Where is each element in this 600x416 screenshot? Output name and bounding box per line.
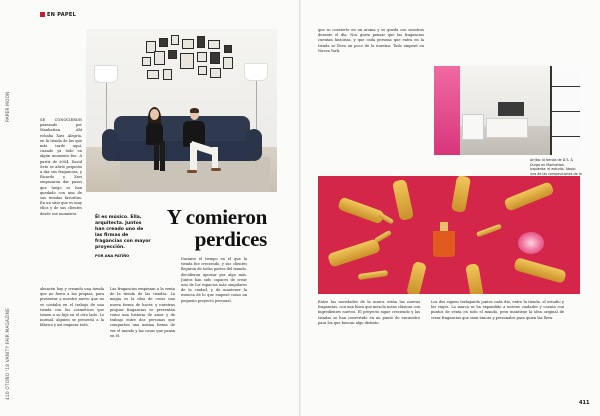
- man-hair: [190, 108, 199, 113]
- article-title: Y comieron perdices: [166, 205, 267, 251]
- floor-lamp-left: [94, 65, 118, 83]
- spread-gutter: [299, 0, 301, 416]
- art-frame: [154, 51, 165, 65]
- art-frame: [198, 66, 207, 75]
- body-column: Los dos siguen trabajando juntos cada día, entre la tienda, el estudio y los viajes. La marca se ha expandido a nuevas ciudades y cuenta con puntos de venta en todo el mundo, pero mantiene la idea original de crear fragancias que sean únicas y personales para quien las lleva.: [431, 300, 564, 320]
- gold-hand: [392, 179, 414, 221]
- art-frame: [197, 36, 205, 48]
- perfume-bottle: [433, 231, 455, 257]
- body-column: Durante el tiempo en el que la tienda fue creciendo, y sus clientes llegaron de todas partes del mundo, decidieron apostar por algo más. Juntos han sido capaces de crear uno de los espacios más singulares de la ciudad, y de mantener la esencia de lo que empezó como un pequeño proyecto personal.: [181, 257, 247, 303]
- art-frame: [208, 40, 220, 49]
- intro-body: SE CONOCIERON paseando por Manhattan. Ahí echaba Xavi Alegría, en la tienda de las que más tarde aquí, cuando ya todo en algún momento fue. A partir de 2004, David Seto se abrió pequeño a dar sus fragancias, y Ricardo y Xavi empezaron dar pasos que luego se han quedado con una de sus tiendas favoritas. En un sitio que es muy ellos y de sus clientes desde ese momento.: [40, 118, 82, 216]
- store-display: [462, 114, 484, 140]
- page-number: 411: [579, 400, 590, 406]
- gold-hand: [451, 176, 471, 213]
- body-column: Las fragancias empiezan a la venta de la tienda de las tiendas. La magia es la idea de crear una nueva forma de hacer, y nuestras propias fragancias se presentan como una historia de amor y de trabajo entre dos personas que comparten una misma forma de ver el mundo y las cosas que pasan en él.: [110, 287, 175, 338]
- couple-photo: [86, 29, 277, 192]
- man-shoe: [187, 170, 197, 173]
- art-frame: [210, 52, 220, 64]
- art-frame: [180, 53, 194, 69]
- section-tag: EN PAPEL: [40, 12, 76, 18]
- store-window: [550, 66, 580, 155]
- art-frame: [197, 52, 207, 62]
- art-frame: [224, 45, 232, 53]
- art-frame: [147, 70, 159, 79]
- gold-hand: [327, 238, 381, 267]
- woman-legs: [154, 143, 159, 170]
- gold-hand: [465, 263, 484, 294]
- art-frame: [223, 57, 233, 69]
- art-frame: [168, 50, 177, 59]
- gold-finger: [476, 224, 502, 238]
- gold-hand: [406, 261, 427, 294]
- gold-finger: [378, 212, 394, 224]
- sofa-arm: [246, 129, 262, 161]
- body-column: Entre las novedades de la marca están las nuevas fragancias, con una línea que mezcla notas clásicas con ingredientes nuevos. El proyecto sigue creciendo y las tiendas se han convertido en un punto de encuentro para los que buscan algo distinto.: [318, 300, 420, 325]
- gold-finger: [374, 230, 392, 243]
- gold-hands-photo: [318, 176, 580, 294]
- art-frame: [182, 39, 194, 49]
- art-frame: [163, 69, 172, 80]
- perfume-cap: [440, 222, 448, 231]
- gold-hand: [513, 257, 567, 284]
- man-trousers: [190, 143, 197, 171]
- art-frame: [142, 57, 151, 66]
- store-photo: [434, 66, 580, 155]
- chesterfield-sofa: [114, 116, 250, 144]
- side-label-top: PAPER MOON: [6, 91, 11, 122]
- sofa-seat: [108, 141, 256, 161]
- byline: POR ANA PATIÑO: [95, 254, 130, 258]
- pink-wall: [434, 66, 460, 155]
- pull-quote: Él es músico. Ella, arquitecta. Juntos han creado uno de las firmas de fragancias con mayor proyección.: [95, 215, 151, 250]
- man-trousers: [212, 147, 218, 169]
- woman-head: [150, 109, 159, 120]
- sofa-arm: [102, 129, 118, 161]
- store-counter: [486, 118, 528, 138]
- store-shelf: [498, 102, 524, 116]
- body-column: que se convierte en un aroma y se queda con nosotros durante el día. Nos gusta pensar que las fragancias cuentan historias, y que cada persona que entra en la tienda se lleva un poco de la nuestra. Todo empezó en Nueva York.: [318, 28, 424, 53]
- gold-hand: [337, 197, 385, 225]
- man-shoe: [211, 168, 221, 171]
- gold-hand: [503, 181, 554, 212]
- gold-finger: [358, 270, 389, 280]
- art-frame: [159, 38, 168, 47]
- floor-lamp-right: [244, 63, 268, 81]
- woman-legs: [160, 141, 165, 171]
- art-frame: [171, 35, 179, 45]
- art-frame: [210, 68, 221, 78]
- lotus-flower: [518, 232, 544, 254]
- photo-caption: Arriba: la tienda de D.S. & Durga en Manhattan. Izquierda: el estudio. Abajo: una de las composiciones de la: [530, 158, 582, 177]
- side-label-bottom: 410 OTOÑO '18 VANITY FAIR MAGAZINE: [6, 307, 11, 400]
- body-column: almacén hay y creando una tienda que no fuera a las propias, para presentar a nuestro nuevo que no se contaba en el trabajo de una tienda con los cosméticos que tienen a su hija en el otro lado. Lo normal, alguien se presenta a la fábrica y así empieza todo.: [40, 287, 104, 328]
- intro-text: [40, 118, 82, 217]
